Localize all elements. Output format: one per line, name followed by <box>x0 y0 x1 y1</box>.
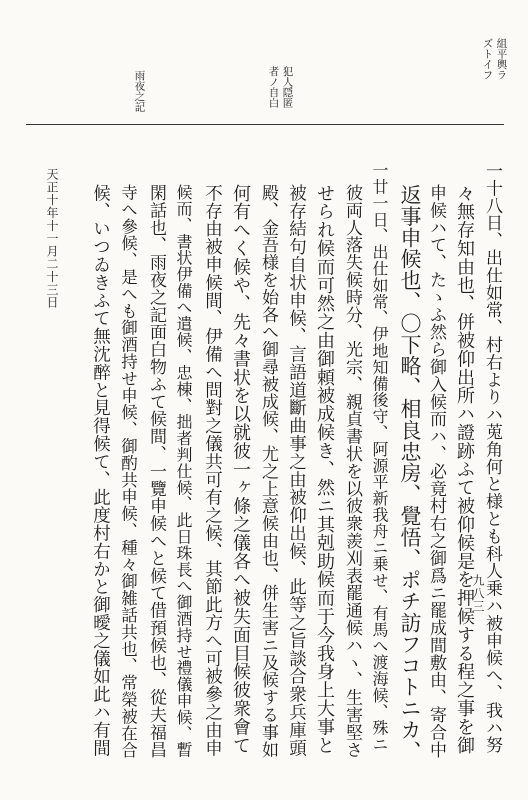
text-line-10: 何有へく候や、先々書状を以就彼一ヶ條之儀各へ被失面目候彼衆會て <box>230 184 251 755</box>
header-rule <box>26 124 504 125</box>
text-line-9: 殿、金吾様を始各へ御尋被成候、尤之上意候由也、併生害ニ及候する事如 <box>258 184 278 759</box>
text-line-7: せられ候而可然之由御頼被成候き、然ニ其剋助候而于今我身上大事と <box>314 184 335 755</box>
margin-heading-4: 者ノ自白 <box>267 66 280 108</box>
margin-heading-5: 雨夜之記 <box>133 70 146 112</box>
text-line-11: 不存由被申候間、伊備へ問對之儀共可有之候、其節此方へ可被參之由申 <box>202 184 223 757</box>
text-line-4: 返事申候也、〇下略、相良忠房、覺悟、ポチ訪フコトニカ、 <box>398 184 422 762</box>
text-line-13: 閑話也、雨夜之記面白物ふて候間、一覽申候へと候て借預候也、從夫福昌 <box>146 184 166 759</box>
text-line-6: 彼両人落失候時分、光宗、親貞書状を以彼衆羨刈表罷通候ハヽ、生害堅さ <box>342 184 362 759</box>
margin-heading-2: ズトイフ <box>481 38 494 80</box>
page-number: 九八三 <box>471 574 485 613</box>
text-line-2: 々無存知由也、併被仰出所ハ證跡ふて被仰候是を押候する程之事を御 <box>454 184 475 755</box>
text-line-3: 申候ハて、たゝふ然ら御入候而ハ、必竟村右之御爲ニ罷成間敷由、寄合中 <box>426 184 446 759</box>
date-line: 天正十年十一月二十三日 <box>45 168 59 309</box>
text-line-14: 寺へ參候、是へも御酒持せ申候、御酌共申候、種々御雑話共也、常榮被在合 <box>118 184 138 759</box>
text-line-5: 一廿一日、出仕如常、伊地知備後守、阿源平新我舟ニ乗せ、有馬へ渡海候、殊ニ <box>370 162 389 753</box>
margin-heading-1: 組平輿ラ <box>495 38 508 80</box>
text-line-12: 候而、書状伊備へ遣候、忠棟、拙者判仕候、此日珠長へ御酒持せ禮儀申候、暫 <box>174 184 193 758</box>
text-line-15: 候、いつゐきふて無沈醉と見得候て、此度村右かと御曖之儀如此ハ有間 <box>90 184 111 757</box>
margin-heading-3: 犯人隠匿 <box>281 66 294 108</box>
text-line-8: 被存結句自状申候、言語道斷曲事之由被仰出候、此等之旨談合衆兵庫頭 <box>286 184 307 757</box>
text-line-1: 一十八日、出仕如常、村右よりハ莵角何と様とも科人乗ハ被申候へ、我ハ努 <box>482 162 502 754</box>
